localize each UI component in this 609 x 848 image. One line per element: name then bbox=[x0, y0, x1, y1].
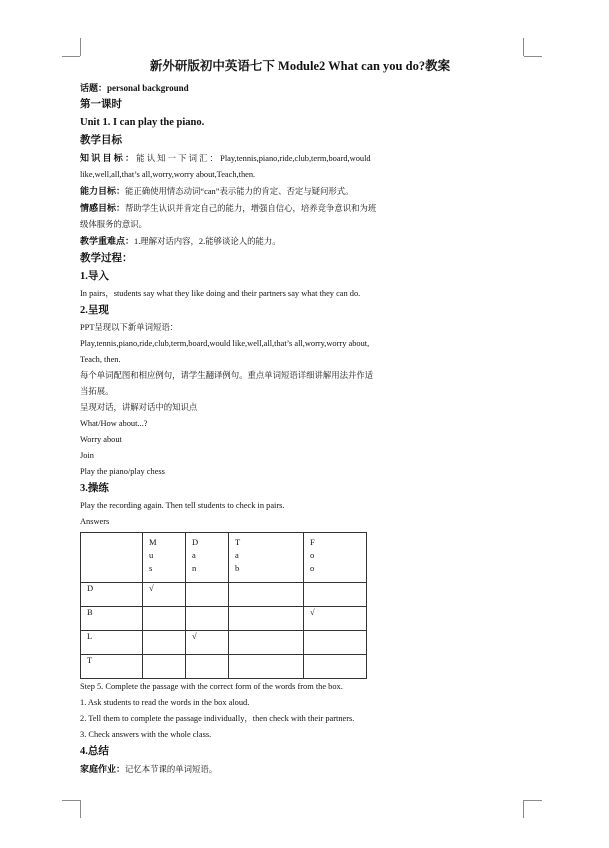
knowledge-words-1: Play,tennis,piano,ride,club,term,board,would bbox=[220, 154, 371, 163]
table-row bbox=[81, 607, 367, 631]
homework-line bbox=[80, 761, 520, 778]
table-cell bbox=[186, 583, 229, 607]
table-row bbox=[81, 631, 367, 655]
table-cell: √ bbox=[143, 583, 186, 607]
step2-line-4: 每个单词配图和相应例句，请学生翻译例句。重点单词短语详细讲解用法并作适 bbox=[80, 371, 374, 380]
step2-line-1: PPT呈现以下新单词短语： bbox=[80, 323, 179, 332]
step1-text: In pairs，students say what they like doing and their partners say what they can do. bbox=[80, 289, 361, 298]
table-cell bbox=[186, 655, 229, 679]
table-cell: √ bbox=[186, 631, 229, 655]
table-header-cell: D a n bbox=[186, 533, 229, 583]
emotion-goal bbox=[80, 200, 520, 217]
process-heading: 教学过程： bbox=[80, 253, 133, 264]
goals-heading: 教学目标 bbox=[80, 135, 122, 146]
step3-heading: 3.操练 bbox=[80, 483, 109, 494]
table-cell bbox=[304, 583, 367, 607]
table-cell bbox=[304, 631, 367, 655]
key-label: 教学重难点： bbox=[80, 236, 135, 246]
emotion-text-2: 级体服务的意识。 bbox=[80, 220, 147, 229]
table-header-row bbox=[81, 533, 367, 583]
answers-label: Answers bbox=[80, 517, 110, 526]
table-corner-cell bbox=[81, 533, 143, 583]
table-cell bbox=[304, 655, 367, 679]
ability-goal bbox=[80, 183, 520, 200]
step4-heading: 4.总结 bbox=[80, 746, 109, 757]
crop-mark-tr-v bbox=[523, 38, 524, 56]
unit-heading: Unit 1. I can play the piano. bbox=[80, 117, 205, 128]
document-title: 新外研版初中英语七下 Module2 What can you do?教案 bbox=[149, 59, 451, 73]
crop-mark-br-h bbox=[524, 800, 542, 801]
table-cell bbox=[229, 583, 304, 607]
step2-line-9: Join bbox=[80, 451, 94, 460]
table-cell bbox=[143, 607, 186, 631]
row-label: T bbox=[81, 655, 143, 679]
topic-value: personal background bbox=[107, 83, 189, 93]
step2-line-7: What/How about...? bbox=[80, 419, 148, 428]
knowledge-cn: 能 认 知 一 下 词 汇 ： bbox=[136, 154, 218, 163]
table-cell bbox=[143, 655, 186, 679]
table-cell bbox=[143, 631, 186, 655]
row-label: B bbox=[81, 607, 143, 631]
step2-line-3: Teach, then. bbox=[80, 355, 121, 364]
step2-heading: 2.呈现 bbox=[80, 305, 109, 316]
step2-line-6: 呈现对话，讲解对话中的知识点 bbox=[80, 403, 198, 412]
table-header-cell: M u s bbox=[143, 533, 186, 583]
step5-item-1: 1. Ask students to read the words in the box aloud. bbox=[80, 698, 250, 707]
emotion-label: 情感目标： bbox=[80, 203, 126, 213]
step2-line-10: Play the piano/play chess bbox=[80, 467, 165, 476]
table-cell bbox=[229, 655, 304, 679]
step5-title: Step 5. Complete the passage with the correct form of the words from the box. bbox=[80, 682, 343, 691]
step1-heading: 1.导入 bbox=[80, 271, 109, 282]
table-cell bbox=[186, 607, 229, 631]
step2-line-5: 当拓展。 bbox=[80, 387, 114, 396]
lesson-heading: 第一课时 bbox=[80, 99, 122, 110]
row-label: L bbox=[81, 631, 143, 655]
knowledge-goal bbox=[80, 150, 520, 167]
ability-label: 能力目标： bbox=[80, 186, 126, 196]
crop-mark-tr-h bbox=[524, 56, 542, 57]
table-header-cell: F o o bbox=[304, 533, 367, 583]
key-text: 1.理解对话内容，2.能够谈论人的能力。 bbox=[134, 237, 281, 246]
step2-line-2: Play,tennis,piano,ride,club,term,board,would like,well,all,that’s all,worry,worry about, bbox=[80, 339, 370, 348]
topic-label: 话题： bbox=[80, 83, 108, 93]
crop-mark-bl-v bbox=[80, 800, 81, 818]
answers-table bbox=[80, 532, 367, 679]
table-row bbox=[81, 655, 367, 679]
table-cell: √ bbox=[304, 607, 367, 631]
crop-mark-br-v bbox=[523, 800, 524, 818]
table-header-cell: T a b bbox=[229, 533, 304, 583]
homework-label: 家庭作业： bbox=[80, 764, 126, 774]
table-row bbox=[81, 583, 367, 607]
ability-text: 能正确使用情态动词“can”表示能力的肯定、否定与疑问形式。 bbox=[125, 187, 354, 196]
knowledge-label: 知 识 目 标 ： bbox=[80, 153, 135, 163]
document-page bbox=[80, 56, 520, 778]
table-cell bbox=[229, 607, 304, 631]
crop-mark-bl-h bbox=[62, 800, 80, 801]
key-points bbox=[80, 233, 520, 250]
homework-text: 记忆本节课的单词短语。 bbox=[125, 765, 218, 774]
knowledge-words-2: like,well,all,that’s all,worry,worry about,Teach,then. bbox=[80, 170, 256, 179]
step2-line-8: Worry about bbox=[80, 435, 122, 444]
step5-item-2: 2. Tell them to complete the passage individually，then check with their partners. bbox=[80, 714, 355, 723]
step5-item-3: 3. Check answers with the whole class. bbox=[80, 730, 212, 739]
topic-line bbox=[80, 80, 520, 96]
crop-mark-tl-v bbox=[80, 38, 81, 56]
crop-mark-tl-h bbox=[62, 56, 80, 57]
emotion-text-1: 帮助学生认识并肯定自己的能力，增强自信心，培养竞争意识和为班 bbox=[125, 204, 377, 213]
step3-line-1: Play the recording again. Then tell students to check in pairs. bbox=[80, 501, 285, 510]
row-label: D bbox=[81, 583, 143, 607]
table-cell bbox=[229, 631, 304, 655]
